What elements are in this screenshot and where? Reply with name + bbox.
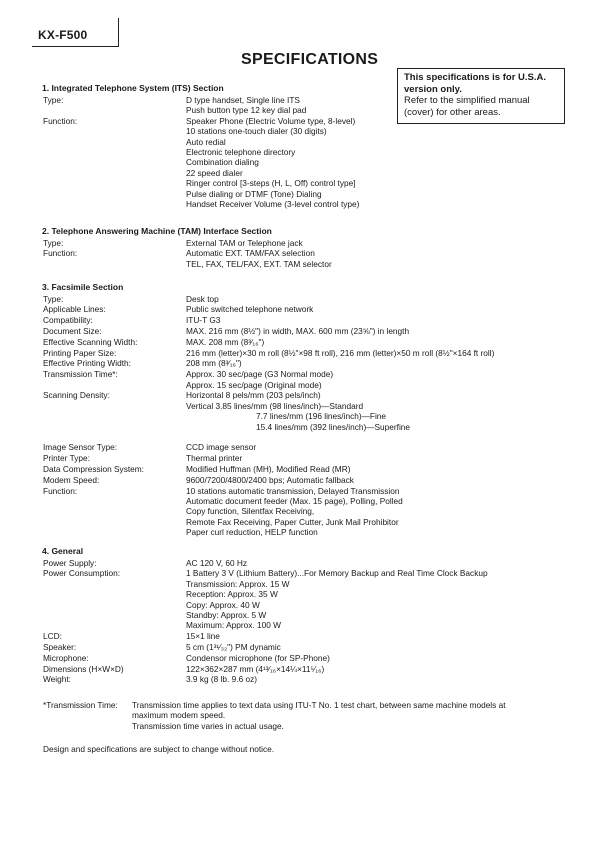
spec-values	[186, 116, 359, 210]
spec-label: LCD:	[43, 631, 62, 642]
spec-value: Condensor microphone (for SP-Phone)	[186, 652, 330, 663]
spec-values	[186, 464, 350, 474]
spec-label: Printer Type:	[43, 453, 90, 464]
spec-values	[186, 358, 242, 368]
spec-label: Transmission Time*:	[43, 369, 118, 380]
spec-value: 10 stations one-touch dialer (30 digits)	[186, 126, 327, 137]
spec-label: Weight:	[43, 674, 71, 685]
spec-values	[186, 248, 332, 269]
section-title: 1. Integrated Telephone System (ITS) Section	[42, 83, 224, 93]
spec-value: Automatic document feeder (Max. 15 page), Polling, Polled	[186, 495, 403, 506]
spec-label: Type:	[43, 237, 64, 248]
spec-value: Electronic telephone directory	[186, 146, 296, 157]
spec-value: 5 cm (1³¹⁄₃₂") PM dynamic	[186, 641, 281, 652]
spec-value: Maximum: Approx. 100 W	[186, 620, 281, 631]
spec-values	[186, 326, 409, 336]
spec-values	[186, 238, 303, 248]
notice-bold-line: This specifications is for U.S.A.	[404, 72, 547, 83]
spec-values	[186, 674, 257, 684]
spec-values	[186, 369, 333, 390]
spec-label: Function:	[43, 485, 78, 496]
spec-value: 9600/7200/4800/2400 bps; Automatic fallback	[186, 474, 354, 485]
notice-line: (cover) for other areas.	[404, 106, 501, 118]
spec-value: Vertical 3.85 lines/mm (98 lines/inch)—Standard	[186, 400, 364, 411]
model-tab	[32, 18, 119, 47]
spec-values	[186, 315, 220, 325]
spec-label: Effective Scanning Width:	[43, 336, 138, 347]
spec-label: Function:	[43, 248, 78, 259]
spec-label: Printing Paper Size:	[43, 347, 117, 358]
spec-label: Modem Speed:	[43, 474, 100, 485]
spec-value: Push button type 12 key dial pad	[186, 104, 307, 115]
spec-value: MAX. 216 mm (8½") in width, MAX. 600 mm (23⅝") in length	[186, 325, 410, 336]
spec-value: Copy: Approx. 40 W	[186, 599, 260, 610]
model-number: KX-F500	[38, 28, 88, 42]
spec-value: Approx. 15 sec/page (Original mode)	[186, 379, 322, 390]
spec-value: Handset Receiver Volume (3-level control type)	[186, 198, 360, 209]
region-notice-box	[397, 68, 565, 124]
spec-value: Combination dialing	[186, 157, 259, 168]
spec-value: Automatic EXT. TAM/FAX selection	[186, 248, 315, 259]
page-title: SPECIFICATIONS	[241, 51, 379, 68]
footnote-line: Transmission time varies in actual usage.	[132, 720, 284, 731]
spec-values	[186, 631, 220, 641]
spec-value: MAX. 208 mm (8³⁄₁₆")	[186, 336, 265, 347]
spec-value: CCD image sensor	[186, 442, 257, 453]
spec-value: 1 Battery 3 V (Lithium Battery)...For Memory Backup and Real Time Clock Backup	[186, 568, 488, 579]
spec-label: Scanning Density:	[43, 390, 110, 401]
spec-label: Power Consumption:	[43, 568, 121, 579]
spec-label: Function:	[43, 115, 78, 126]
spec-value: Modified Huffman (MH), Modified Read (MR)	[186, 463, 351, 474]
footnote-line: Transmission time applies to text data using ITU-T No. 1 test chart, between same machine models at	[132, 700, 506, 710]
spec-value: Transmission: Approx. 15 W	[186, 578, 290, 589]
spec-value: D type handset, Single line ITS	[186, 94, 300, 105]
spec-value: 122×362×287 mm (4¹³⁄₁₆×14¼×11⁵⁄₁₆)	[186, 663, 325, 674]
spec-value: Standby: Approx. 5 W	[186, 609, 267, 620]
spec-value: TEL, FAX, TEL/FAX, EXT. TAM selector	[186, 258, 332, 269]
spec-value: Pulse dialing or DTMF (Tone) Dialing	[186, 188, 322, 199]
spec-value: 22 speed dialer	[186, 167, 243, 178]
spec-value: Public switched telephone network	[186, 304, 314, 315]
spec-values	[186, 337, 264, 347]
spec-value: ITU-T G3	[186, 315, 221, 326]
spec-values	[186, 642, 281, 652]
spec-values	[186, 442, 256, 452]
spec-values	[186, 475, 354, 485]
spec-value: Ringer control [3-steps (H, L, Off) control type]	[186, 178, 356, 189]
spec-values	[186, 294, 219, 304]
footnote-label: *Transmission Time:	[43, 700, 118, 710]
section-title: 2. Telephone Answering Machine (TAM) Interface Section	[42, 226, 272, 236]
spec-value: Paper curl reduction, HELP function	[186, 527, 318, 538]
spec-values	[186, 653, 330, 663]
spec-value: Speaker Phone (Electric Volume type, 8-level)	[186, 115, 356, 126]
spec-value: AC 120 V, 60 Hz	[186, 557, 248, 568]
spec-label: Speaker:	[43, 641, 77, 652]
spec-value: Desk top	[186, 293, 219, 304]
spec-label: Image Sensor Type:	[43, 442, 118, 453]
spec-value: 15.4 lines/mm (392 lines/inch)—Superfine	[256, 421, 411, 432]
footnote-text	[132, 700, 562, 731]
spec-value: Horizontal 8 pels/mm (203 pels/inch)	[186, 390, 321, 401]
spec-value: 10 stations automatic transmission, Delayed Transmission	[186, 485, 400, 496]
spec-label: Type:	[43, 293, 64, 304]
spec-values	[186, 390, 410, 432]
spec-label: Effective Printing Width:	[43, 358, 131, 369]
section-title: 3. Facsimile Section	[42, 282, 124, 292]
spec-values	[186, 348, 494, 358]
spec-value: 216 mm (letter)×30 m roll (8½"×98 ft roll), 216 mm (letter)×50 m roll (8½"×164 ft roll)	[186, 347, 495, 358]
spec-value: 208 mm (8³⁄₁₆")	[186, 358, 242, 369]
spec-value: External TAM or Telephone jack	[186, 237, 303, 248]
spec-values	[186, 558, 247, 568]
spec-value: Copy function, Silentfax Receiving,	[186, 506, 315, 517]
spec-value: Thermal printer	[186, 453, 243, 464]
spec-label: Dimensions (H×W×D)	[43, 663, 124, 674]
spec-label: Power Supply:	[43, 557, 97, 568]
spec-values	[186, 486, 403, 538]
spec-values	[186, 304, 313, 314]
spec-value: Remote Fax Receiving, Paper Cutter, Junk Mail Prohibitor	[186, 516, 399, 527]
spec-value: 7.7 lines/mm (196 lines/inch)—Fine	[256, 411, 387, 422]
spec-value: Approx. 30 sec/page (G3 Normal mode)	[186, 369, 334, 380]
spec-label: Type:	[43, 94, 64, 105]
notice-line: Refer to the simplified manual	[404, 95, 530, 106]
notice-bold-line: version only.	[404, 83, 462, 95]
footnote-line: maximum modem speed.	[132, 710, 226, 721]
spec-label: Microphone:	[43, 652, 89, 663]
spec-values	[186, 664, 324, 674]
spec-label: Document Size:	[43, 325, 102, 336]
spec-value: 15×1 line	[186, 631, 220, 642]
spec-label: Data Compression System:	[43, 463, 144, 474]
closing-note: Design and specifications are subject to change without notice.	[43, 744, 275, 754]
spec-value: 3.9 kg (8 lb. 9.6 oz)	[186, 674, 258, 685]
spec-value: Reception: Approx. 35 W	[186, 589, 278, 600]
spec-value: Auto redial	[186, 136, 226, 147]
spec-values	[186, 95, 306, 116]
section-title: 4. General	[42, 546, 84, 556]
spec-values	[186, 568, 488, 630]
spec-values	[186, 453, 242, 463]
spec-label: Compatibility:	[43, 315, 93, 326]
spec-label: Applicable Lines:	[43, 304, 106, 315]
